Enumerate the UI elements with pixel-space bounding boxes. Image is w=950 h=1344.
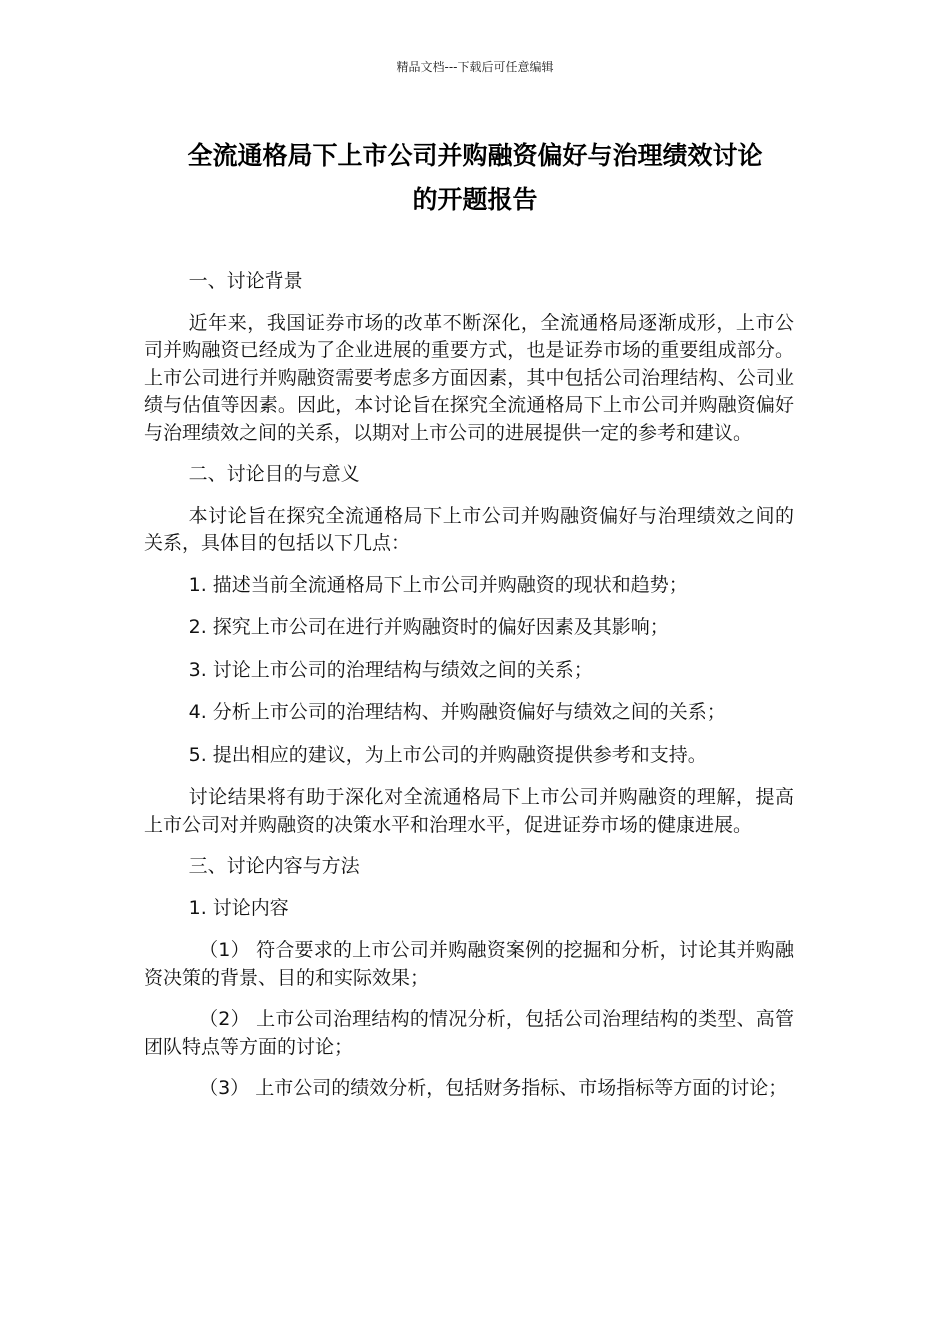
subsection-heading-content: 1. 讨论内容 bbox=[188, 896, 289, 919]
document-body bbox=[144, 268, 794, 1117]
paragraph-purpose-intro: 本讨论旨在探究全流通格局下上市公司并购融资偏好与治理绩效之间的关系，具体目的包括以下几点： bbox=[144, 504, 794, 554]
sub-item: （3） 上市公司的绩效分析，包括财务指标、市场指标等方面的讨论； bbox=[199, 1077, 788, 1099]
document-title bbox=[130, 134, 820, 222]
title-line-2: 的开题报告 bbox=[412, 185, 538, 214]
paragraph-background: 近年来，我国证券市场的改革不断深化，全流通格局逐渐成形，上市公司并购融资已经成为了企业进展的重要方式，也是证券市场的重要组成部分。上市公司进行并购融资需要考虑多方面因素，其中包括公司治理结构、公司业绩与估值等因素。因此，本讨论旨在探究全流通格局下上市公司并购融资偏好与治理绩效之间的关系，以期对上市公司的进展提供一定的参考和建议。 bbox=[144, 311, 794, 444]
title-line-1: 全流通格局下上市公司并购融资偏好与治理绩效讨论 bbox=[187, 141, 763, 170]
list-item: 1. 描述当前全流通格局下上市公司并购融资的现状和趋势； bbox=[188, 573, 688, 596]
list-item: 3. 讨论上市公司的治理结构与绩效之间的关系； bbox=[188, 658, 593, 681]
section-heading-content-method: 三、讨论内容与方法 bbox=[188, 855, 360, 877]
paragraph-significance: 讨论结果将有助于深化对全流通格局下上市公司并购融资的理解，提高上市公司对并购融资的决策水平和治理水平，促进证券市场的健康进展。 bbox=[144, 786, 794, 836]
list-item: 4. 分析上市公司的治理结构、并购融资偏好与绩效之间的关系； bbox=[188, 701, 726, 723]
page-header: 精品文档---下载后可任意编辑 bbox=[396, 60, 554, 74]
sub-item: （2） 上市公司治理结构的情况分析，包括公司治理结构的类型、高管团队特点等方面的讨论； bbox=[144, 1008, 794, 1058]
list-item: 2. 探究上市公司在进行并购融资时的偏好因素及其影响； bbox=[188, 616, 669, 638]
section-heading-purpose: 二、讨论目的与意义 bbox=[188, 463, 360, 485]
section-heading-background: 一、讨论背景 bbox=[188, 270, 303, 292]
sub-item: （1） 符合要求的上市公司并购融资案例的挖掘和分析，讨论其并购融资决策的背景、目的和实际效果； bbox=[144, 939, 794, 989]
list-item: 5. 提出相应的建议，为上市公司的并购融资提供参考和支持。 bbox=[188, 743, 707, 766]
